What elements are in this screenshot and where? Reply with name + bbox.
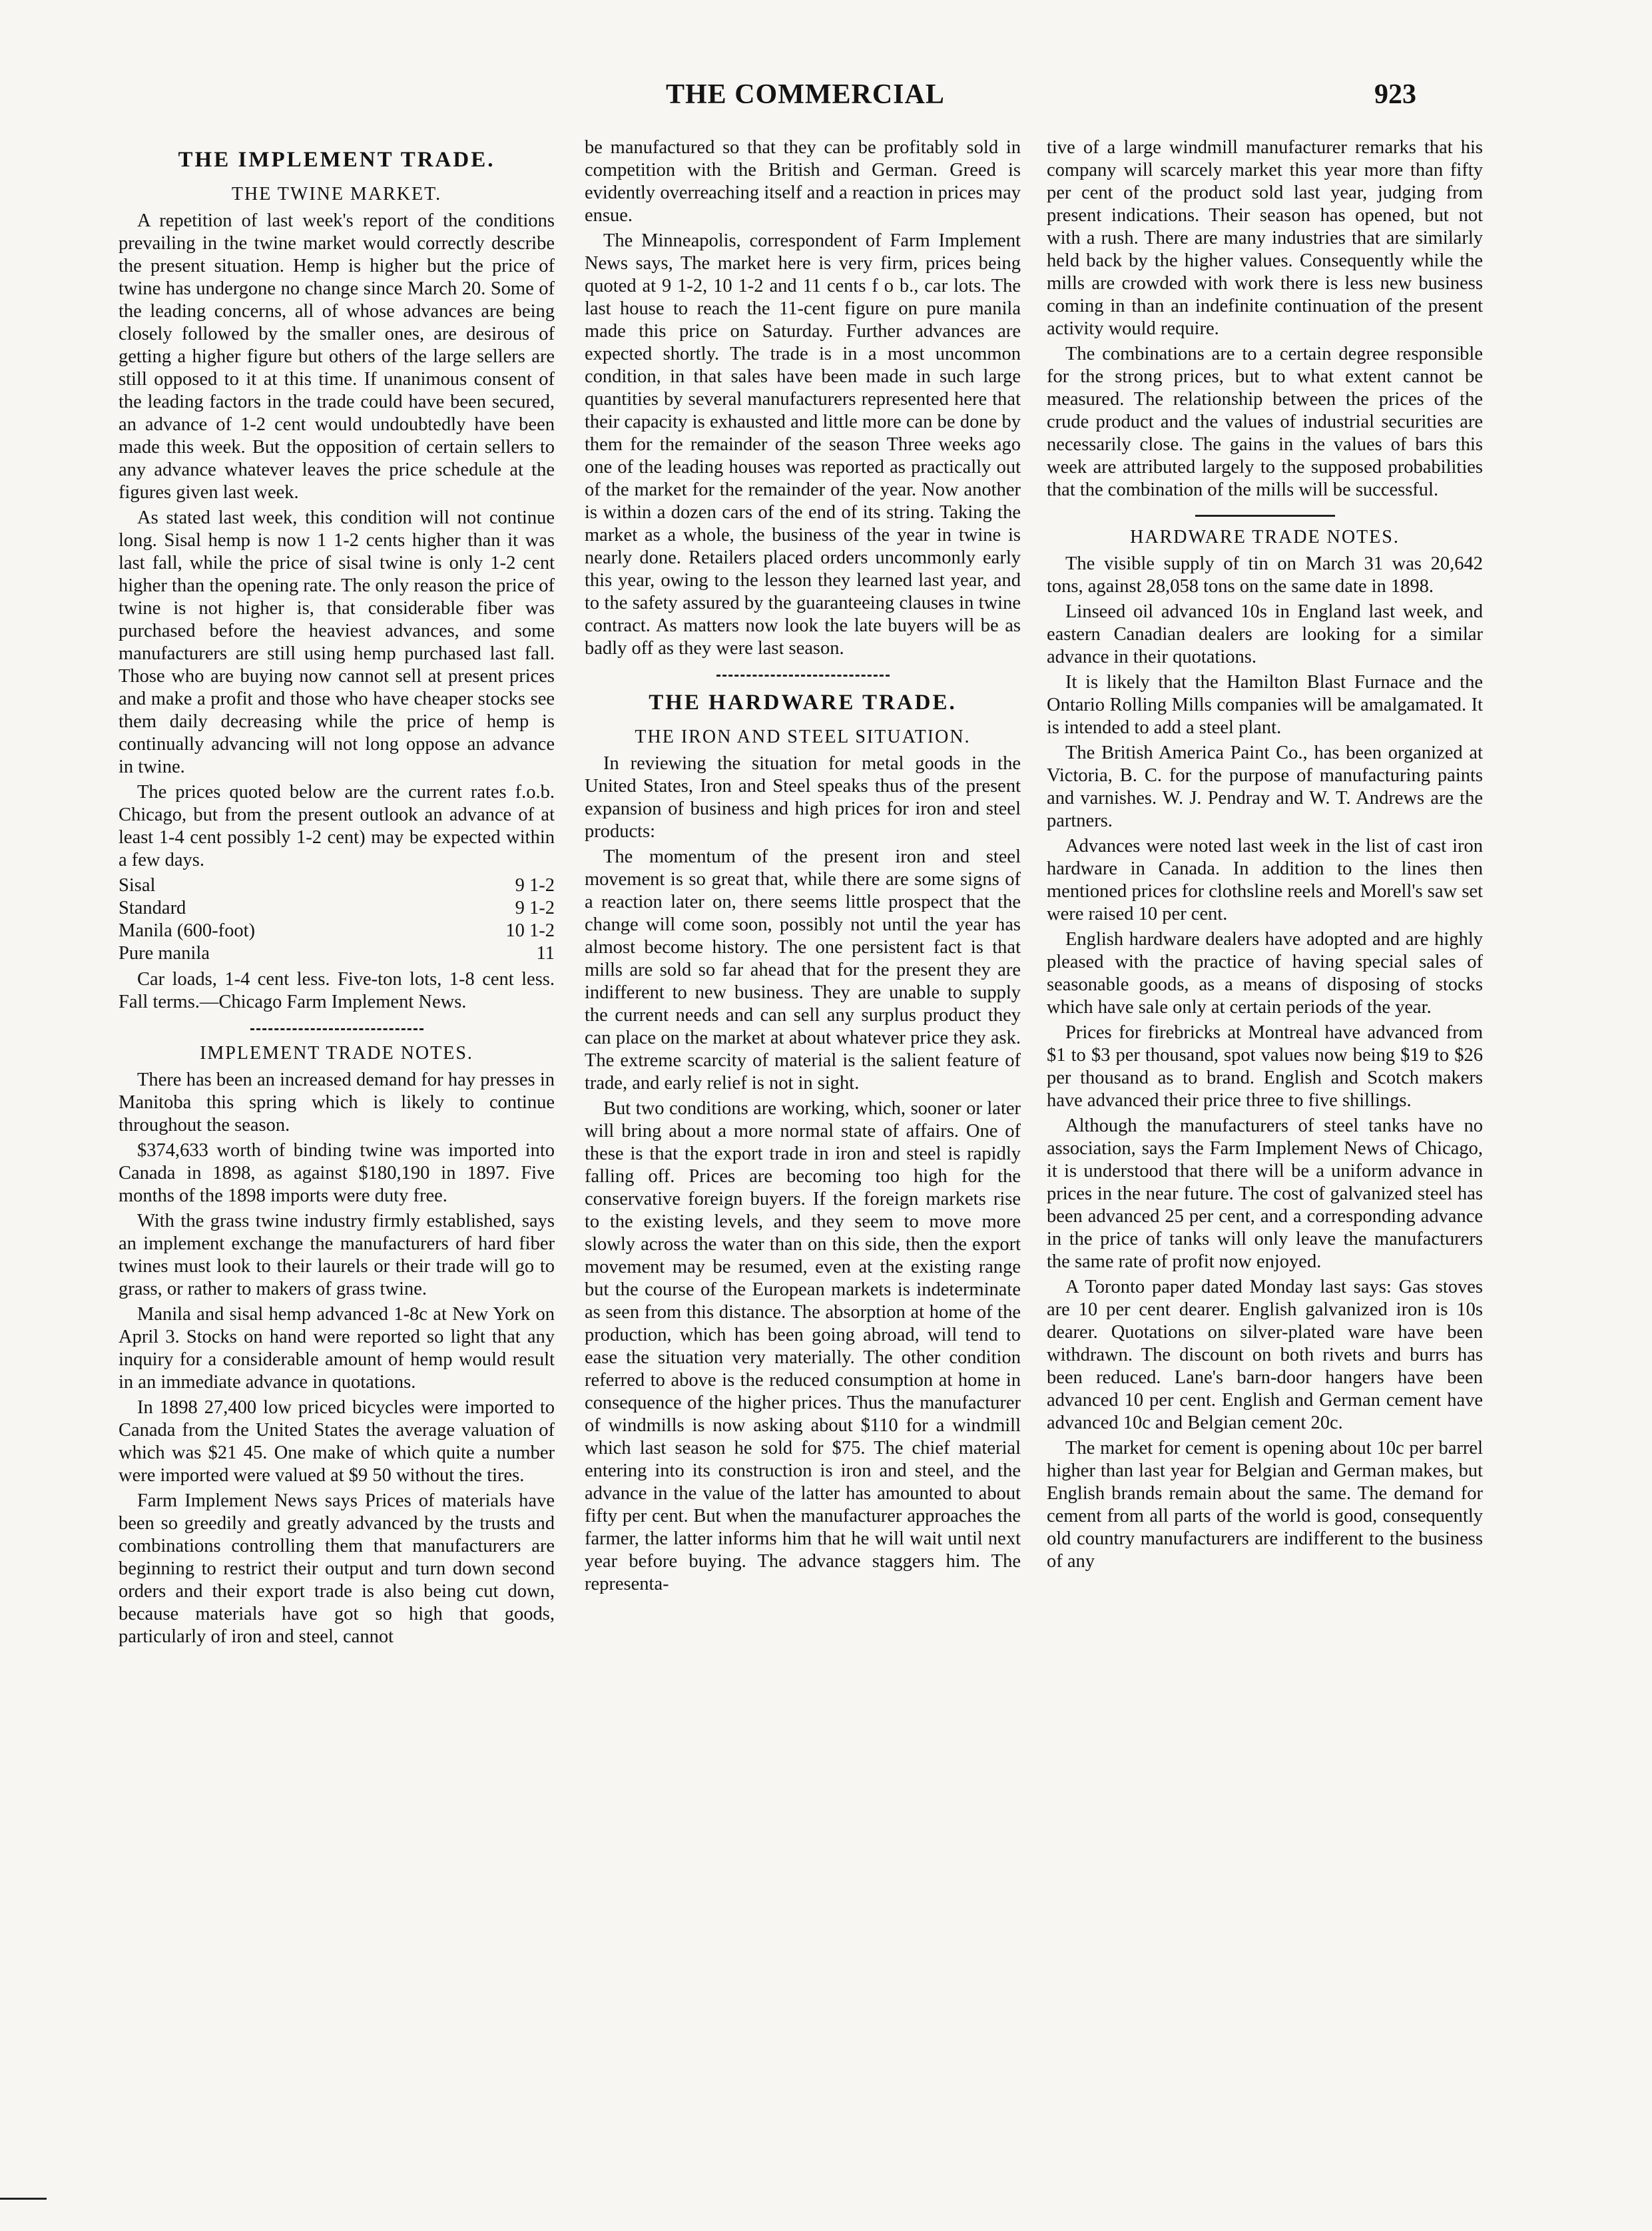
section-divider	[716, 675, 890, 677]
edge-mark	[0, 2198, 47, 2200]
running-head: THE COMMERCIAL	[666, 79, 945, 110]
article-paragraph: The British America Paint Co., has been organized at Victoria, B. C. for the purpose of manufacturing paints and varnishes. W. J. Pendray and W. T. Andrews are the partners.	[1047, 743, 1483, 831]
article-paragraph: Manila and sisal hemp advanced 1-8c at New York on April 3. Stocks on hand were reported so light that any inquiry for a considerable amount of hemp would result in an immediate advance in quotations.	[119, 1304, 555, 1393]
article-paragraph: Prices for firebricks at Montreal have advanced from $1 to $3 per thousand, spot values now being $19 to $26 per thousand as to brand. English and Scotch makers have advanced their price three to five shillings.	[1047, 1022, 1483, 1111]
section-divider	[250, 1028, 423, 1030]
article-paragraph: Advances were noted last week in the list of cast iron hardware in Canada. In addition to the lines then mentioned prices for clothsline reels and Morell's saw set were raised 10 per cent.	[1047, 836, 1483, 924]
article-paragraph: As stated last week, this condition will not continue long. Sisal hemp is now 1 1-2 cents higher than it was last fall, while the price of sisal twine is only 1-2 cent higher than the opening rate. The only reason the price of twine is not higher is, that considerable fiber was purchased before the heaviest advances, and some manufacturers are still using hemp purchased last fall. Those who are buying now cannot sell at present prices and make a profit and those who have cheaper stocks see them daily decreasing while the price of hemp is continually advancing will not long oppose an advance in twine.	[119, 507, 555, 777]
hardware-trade-heading: THE HARDWARE TRADE.	[649, 691, 957, 715]
article-paragraph: The prices quoted below are the current rates f.o.b. Chicago, but from the present outlook an advance of at least 1-4 cent possibly 1-2 cent) may be expected within a few days.	[119, 782, 555, 870]
price-name: Manila (600-foot)	[119, 920, 255, 941]
price-value: 9 1-2	[515, 875, 555, 896]
column-1	[119, 137, 555, 1651]
twine-market-heading: THE TWINE MARKET.	[231, 184, 442, 204]
section-divider	[1195, 515, 1335, 517]
implement-notes-heading: IMPLEMENT TRADE NOTES.	[200, 1043, 473, 1064]
price-value: 10 1-2	[505, 920, 555, 941]
page-number: 923	[1374, 79, 1416, 110]
article-paragraph: The market for cement is opening about 10c per barrel higher than last year for Belgian and German makes, but English brands remain about the same. The demand for cement from all parts of the world is good, consequently old country manufacturers are indifferent to the business of any	[1047, 1438, 1483, 1572]
implement-trade-heading: THE IMPLEMENT TRADE.	[178, 148, 495, 172]
article-paragraph: tive of a large windmill manufacturer remarks that his company will scarcely market this year more than fifty per cent of the product sold last year, judging from present indications. Their season has opened, but not with a rush. There are many industries that are similarly held back by the higher values. Consequently while the mills are crowded with work there is less new business coming in than an indefinite continuation of the present activity would require.	[1047, 137, 1483, 339]
price-name: Standard	[119, 898, 186, 918]
article-paragraph: A repetition of last week's report of the conditions prevailing in the twine market would correctly describe the present situation. Hemp is higher but the price of twine has undergone no change since March 20. Some of the leading concerns, all of whose advances are being closely followed by the smaller ones, are desirous of getting a higher figure but others of the large sellers are still opposed to it at this time. If unanimous consent of the leading factors in the trade could have been secured, an advance of 1-2 cent would undoubtedly have been made this week. But the opposition of certain sellers to any advance whatever leaves the price schedule at the figures given last week.	[119, 210, 555, 503]
price-value: 9 1-2	[515, 898, 555, 918]
article-paragraph: But two conditions are working, which, sooner or later will bring about a more normal state of affairs. One of these is that the export trade in iron and steel is rapidly falling off. Prices are becoming too high for the conservative foreign buyers. If the foreign markets rise to the existing levels, and they seem to move more slowly across the water than on this side, then the export movement may be resumed, even at the existing range but the course of the European markets is indeterminate as seen from this distance. The absorption at home of the production, which has been going abroad, will tend to ease the situation very materially. The other condition referred to above is the reduced consumption at home in consequence of the higher prices. Thus the manufacturer of windmills is now asking about $110 for a windmill which last season he sold for $75. The chief material entering into its construction is iron and steel, and the advance in the value of the latter has amounted to about fifty per cent. But when the manufacturer approaches the farmer, the latter informs him that he will wait until next year before buying. The advance staggers him. The representa-	[585, 1098, 1021, 1594]
column-2	[585, 137, 1021, 1598]
article-paragraph: English hardware dealers have adopted and are highly pleased with the practice of having special sales of seasonable goods, as a means of disposing of stocks which have sale only at certain periods of the year.	[1047, 929, 1483, 1018]
hardware-notes-heading: HARDWARE TRADE NOTES.	[1130, 527, 1400, 547]
article-paragraph: The Minneapolis, correspondent of Farm Implement News says, The market here is very firm, prices being quoted at 9 1-2, 10 1-2 and 11 cents f o b., car lots. The last house to reach the 11-cent figure on pure manila made this price on Saturday. Further advances are expected shortly. The trade is in a most uncommon condition, in that sales have been made in such large quantities by several manufacturers represented here that their capacity is exhausted and little more can be done by them for the remainder of the season Three weeks ago one of the leading houses was reported as practically out of the market for the remainder of the year. Now another is within a dozen cars of the end of its string. Taking the market as a whole, the business of the year in twine is nearly done. Retailers placed orders uncommonly early this year, owing to the lesson they learned last year, and to the safety assured by the guaranteeing clauses in twine contract. As matters now look the late buyers will be as badly off as they were last season.	[585, 230, 1021, 659]
price-value: 11	[536, 943, 555, 964]
article-paragraph: Farm Implement News says Prices of materials have been so greedily and greatly advanced by the trusts and combinations controlling them that manufacturers are beginning to restrict their output and turn down second orders and their export trade is also being cut down, because materials have got so high that goods, particularly of iron and steel, cannot	[119, 1490, 555, 1647]
article-paragraph: The momentum of the present iron and steel movement is so great that, while there are some signs of a reaction later on, there seems little prospect that the change will come soon, possibly not until the year has almost become history. The one persistent fact is that mills are sold so far ahead that for the present they are indifferent to new business. They are unable to supply the current needs and can sell any surplus product they can place on the market at about whatever price they ask. The extreme scarcity of material is the salient feature of trade, and early relief is not in sight.	[585, 846, 1021, 1094]
price-row	[119, 897, 555, 920]
article-paragraph: Although the manufacturers of steel tanks have no association, says the Farm Implement News of Chicago, it is understood that there will be a uniform advance in prices in the near future. The cost of galvanized steel has been advanced 25 per cent, and a corresponding advance in the price of tanks will only leave the manufacturers the same rate of profit now enjoyed.	[1047, 1116, 1483, 1272]
column-3	[1047, 137, 1483, 1576]
article-paragraph: $374,633 worth of binding twine was imported into Canada in 1898, as against $180,190 in 1897. Five months of the 1898 imports were duty free.	[119, 1140, 555, 1206]
article-paragraph: A Toronto paper dated Monday last says: Gas stoves are 10 per cent dearer. English galvanized iron is 10s dearer. Quotations on silver-plated ware have been withdrawn. The discount on both rivets and burrs has been reduced. Lane's barn-door hangers have been advanced 10 per cent. English and German cement have advanced 10c and Belgian cement 20c.	[1047, 1277, 1483, 1433]
article-paragraph: Car loads, 1-4 cent less. Five-ton lots, 1-8 cent less. Fall terms.—Chicago Farm Implement News.	[119, 969, 555, 1012]
article-paragraph: The visible supply of tin on March 31 was 20,642 tons, against 28,058 tons on the same date in 1898.	[1047, 553, 1483, 597]
article-paragraph: In reviewing the situation for metal goods in the United States, Iron and Steel speaks thus of the present expansion of business and high prices for iron and steel products:	[585, 753, 1021, 842]
iron-steel-heading: THE IRON AND STEEL SITUATION.	[635, 727, 971, 747]
twine-price-table	[119, 874, 555, 966]
article-paragraph: It is likely that the Hamilton Blast Furnace and the Ontario Rolling Mills companies will be amalgamated. It is intended to add a steel plant.	[1047, 672, 1483, 738]
article-paragraph: There has been an increased demand for hay presses in Manitoba this spring which is likely to continue throughout the season.	[119, 1070, 555, 1135]
price-name: Pure manila	[119, 943, 210, 964]
article-paragraph: With the grass twine industry firmly established, says an implement exchange the manufacturers of hard fiber twines must look to their laurels or their trade will go to grass, or rather to makers of grass twine.	[119, 1211, 555, 1299]
price-name: Sisal	[119, 875, 156, 896]
price-row	[119, 874, 555, 897]
article-paragraph: The combinations are to a certain degree responsible for the strong prices, but to what extent cannot be measured. The relationship between the prices of the crude product and the values of industrial securities are necessarily close. The gains in the values of bars this week are attributed largely to the supposed probabilities that the combination of the mills will be successful.	[1047, 344, 1483, 500]
article-paragraph: Linseed oil advanced 10s in England last week, and eastern Canadian dealers are looking for a similar advance in their quotations.	[1047, 601, 1483, 667]
article-paragraph: be manufactured so that they can be profitably sold in competition with the British and German. Greed is evidently overreaching itself and a reaction in prices may ensue.	[585, 137, 1021, 226]
article-paragraph: In 1898 27,400 low priced bicycles were imported to Canada from the United States the average valuation of which was $21 45. One make of which quite a number were imported were valued at $9 50 without the tires.	[119, 1397, 555, 1486]
price-row	[119, 920, 555, 942]
price-row	[119, 942, 555, 965]
